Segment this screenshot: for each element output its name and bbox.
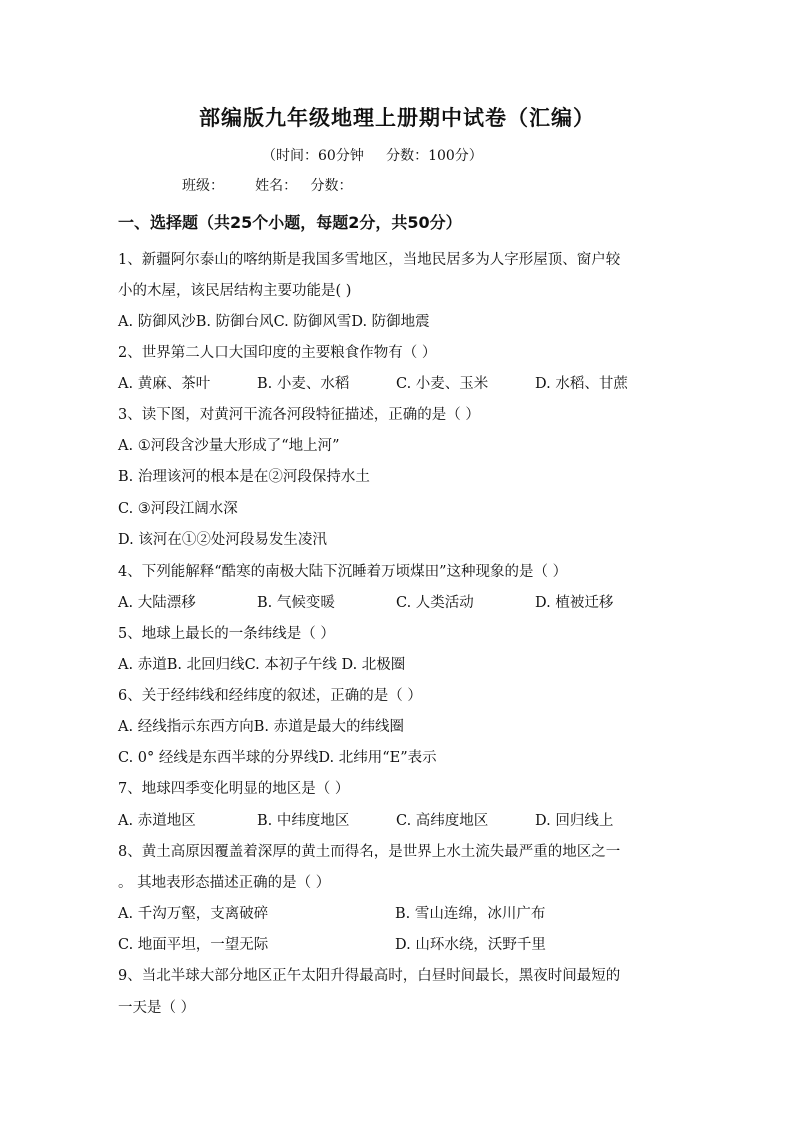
q2-option-c: C. 小麦、玉米 [396, 376, 489, 392]
q2-option-a: A. 黄麻、茶叶 [118, 376, 211, 392]
q6-stem: 6、关于经纬线和经纬度的叙述，正确的是（ ） [118, 688, 422, 704]
q3-option-b: B. 治理该河的根本是在②河段保持水土 [118, 469, 370, 485]
q4-stem: 4、下列能解释“酷寒的南极大陆下沉睡着万顷煤田”这种现象的是（ ） [118, 564, 568, 580]
q8-option-a: A. 千沟万壑，支离破碎 [118, 906, 269, 922]
q9-stem-line1: 9、当北半球大部分地区正午太阳升得最高时，白昼时间最长，黑夜时间最短的 [118, 968, 621, 984]
exam-time-score: （时间：60分钟 分数：100分） [262, 148, 483, 164]
q7-option-c: C. 高纬度地区 [396, 813, 489, 829]
q2-option-b: B. 小麦、水稻 [257, 376, 350, 392]
q2-options [118, 372, 674, 393]
q4-option-a: A. 大陆漂移 [118, 595, 196, 611]
q7-option-d: D. 回归线上 [535, 813, 614, 829]
q3-option-a: A. ①河段含沙量大形成了“地上河” [118, 438, 340, 454]
q3-stem: 3、读下图，对黄河干流各河段特征描述，正确的是（ ） [118, 407, 480, 423]
q4-options [118, 591, 674, 612]
q8-stem-line2: 。 其地表形态描述正确的是（ ） [118, 875, 331, 891]
q6-options-cd: C. 0° 经线是东西半球的分界线D. 北纬用“E”表示 [118, 750, 437, 766]
section-heading-choice: 一、选择题（共25个小题，每题2分，共50分） [118, 213, 462, 232]
q4-option-b: B. 气候变暖 [257, 595, 335, 611]
q8-options-ab [118, 902, 672, 923]
q7-option-b: B. 中纬度地区 [257, 813, 350, 829]
student-info-line: 班级： 姓名： 分数： [182, 178, 353, 194]
q1-options: A. 防御风沙B. 防御台风C. 防御风雪D. 防御地震 [118, 314, 430, 330]
q6-options-ab: A. 经线指示东西方向B. 赤道是最大的纬线圈 [118, 719, 405, 735]
exam-title: 部编版九年级地理上册期中试卷（汇编） [199, 106, 595, 130]
q8-options-cd [118, 933, 672, 954]
q1-stem-line2: 小的木屋，该民居结构主要功能是( ) [118, 283, 352, 299]
q8-option-c: C. 地面平坦，一望无际 [118, 937, 269, 953]
q7-option-a: A. 赤道地区 [118, 813, 196, 829]
q4-option-c: C. 人类活动 [396, 595, 474, 611]
q7-stem: 7、地球四季变化明显的地区是（ ） [118, 781, 350, 797]
q2-stem: 2、世界第二人口大国印度的主要粮食作物有（ ） [118, 345, 437, 361]
q1-stem-line1: 1、新疆阿尔泰山的喀纳斯是我国多雪地区，当地民居多为人字形屋顶、窗户较 [118, 252, 621, 268]
q8-stem-line1: 8、黄土高原因覆盖着深厚的黄土而得名，是世界上水土流失最严重的地区之一 [118, 844, 621, 860]
q3-option-c: C. ③河段江阔水深 [118, 501, 238, 517]
q4-option-d: D. 植被迁移 [535, 595, 614, 611]
q7-options [118, 809, 674, 830]
q5-options: A. 赤道B. 北回归线C. 本初子午线 D. 北极圈 [118, 657, 406, 673]
q9-stem-line2: 一天是（ ） [118, 1000, 196, 1016]
q3-option-d: D. 该河在①②处河段易发生凌汛 [118, 532, 327, 548]
q5-stem: 5、地球上最长的一条纬线是（ ） [118, 626, 335, 642]
q2-option-d: D. 水稻、甘蔗 [535, 376, 628, 392]
q8-option-b: B. 雪山连绵，冰川广布 [395, 906, 546, 922]
q8-option-d: D. 山环水绕，沃野千里 [395, 937, 546, 953]
